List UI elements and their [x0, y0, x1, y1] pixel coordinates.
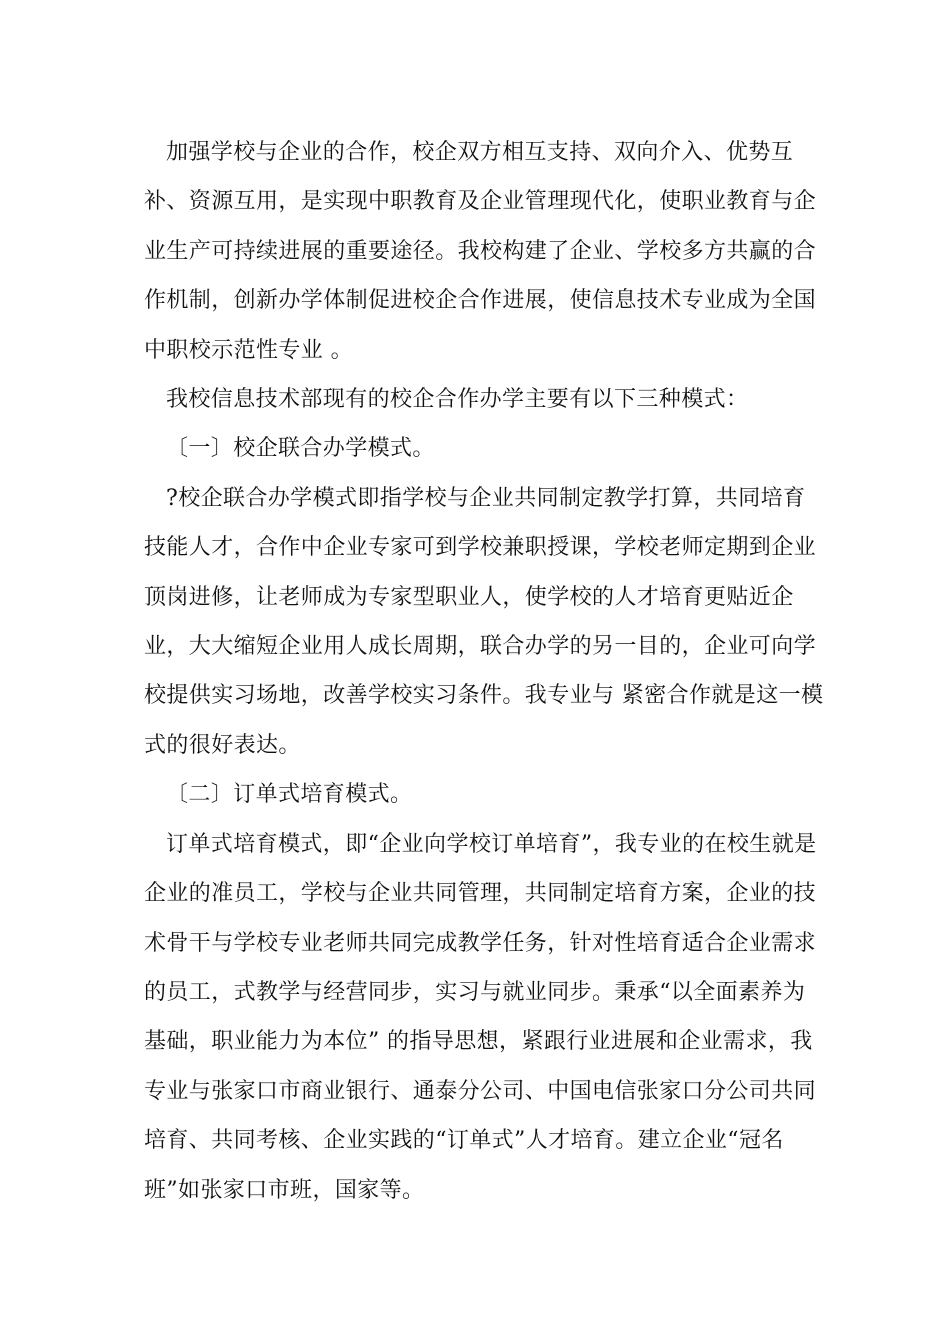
paragraph-order-training: 订单式培育模式，即“企业向学校订单培育”，我专业的在校生就是企业的准员工，学校与企业共同管理，共同制定培育方案，企业的技术骨干与学校专业老师共同完成教学任务，针对性培育适合企业需求的员工，式教学与经营同步，实习与就业同步。秉承“以全面素养为基础，职业能力为本位” 的指导思想，紧跟行业进展和企业需求，我专业与张家口市商业银行、通泰分公司、中国电信张家口分公司共同培育、共同考核、企业实践的“订单式”人才培育。建立企业“冠名班”如张家口市班，国家等。: [144, 831, 817, 1203]
paragraph-modes-overview: 我校信息技术部现有的校企合作办学主要有以下三种模式：: [166, 387, 749, 413]
section-heading-1: 〔一〕校企联合办学模式。: [166, 436, 435, 462]
paragraph-joint-school: ?校企联合办学模式即指学校与企业共同制定教学打算，共同培育技能人才，合作中企业专家可到学校兼职授课，学校老师定期到企业顶岗进修，让老师成为专家型职业人，使学校的人才培育更贴近企业，大大缩短企业用人成长周期，联合办学的另一目的，企业可向学校提供实习场地，改善学校实习条件。我专业与 紧密合作就是这一模式的很好表达。: [144, 485, 824, 758]
paragraph-intro: 加强学校与企业的合作，校企双方相互支持、双向介入、优势互补、资源互用，是实现中职教育及企业管理现代化，使职业教育与企业生产可持续进展的重要途径。我校构建了企业、学校多方共赢的合作机制，创新办学体制促进校企合作进展，使信息技术专业成为全国中职校示范性专业 。: [144, 140, 817, 363]
section-heading-2: 〔二〕订单式培育模式。: [166, 782, 413, 808]
document-body: [144, 128, 824, 1215]
